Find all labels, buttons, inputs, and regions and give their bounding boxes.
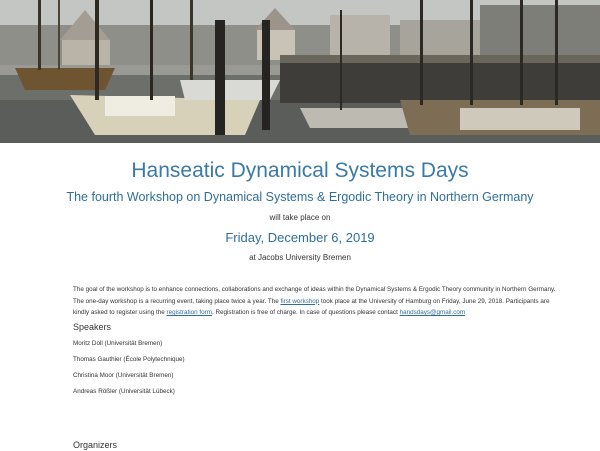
organizers-heading: Organizers bbox=[73, 440, 118, 450]
intro-text-1: The goal of the workshop is to enhance connections, collaborations and exchange of ideas within the Dynamical Systems & Ergodic Theory community in Northern Germany. The one-day workshop is a recurring event, taking place twice a year. The bbox=[73, 286, 556, 305]
contact-email-link[interactable]: handsdays@gmail.com bbox=[399, 309, 466, 316]
page-title: Hanseatic Dynamical Systems Days bbox=[131, 159, 469, 182]
take-place-text: will take place on bbox=[269, 213, 331, 222]
event-location: at Jacobs University Bremen bbox=[249, 253, 351, 262]
first-workshop-link[interactable]: first workshop bbox=[280, 297, 320, 305]
speaker-item: Moritz Doll (Universität Bremen) bbox=[73, 340, 163, 347]
intro-paragraph bbox=[73, 284, 563, 319]
intro-text-3: . Registration is free of charge. In case of questions please contact bbox=[211, 309, 400, 316]
intro-text-2: took place at the University of Hamburg on Friday, June 29, 2018. Participants are kindly asked to register using the bbox=[73, 297, 550, 316]
harbor-photo bbox=[0, 0, 600, 143]
registration-form-link[interactable]: registration form bbox=[166, 309, 212, 316]
event-date: Friday, December 6, 2019 bbox=[225, 230, 375, 245]
speaker-item: Thomas Gauthier (École Polytechnique) bbox=[73, 356, 185, 363]
speaker-item: Christina Moor (Universität Bremen) bbox=[73, 372, 174, 379]
speaker-item: Andreas Rößler (Universität Lübeck) bbox=[73, 388, 175, 395]
speakers-heading: Speakers bbox=[73, 322, 112, 332]
page-subtitle: The fourth Workshop on Dynamical Systems & Ergodic Theory in Northern Germany bbox=[66, 190, 534, 204]
header-photo bbox=[0, 0, 600, 143]
